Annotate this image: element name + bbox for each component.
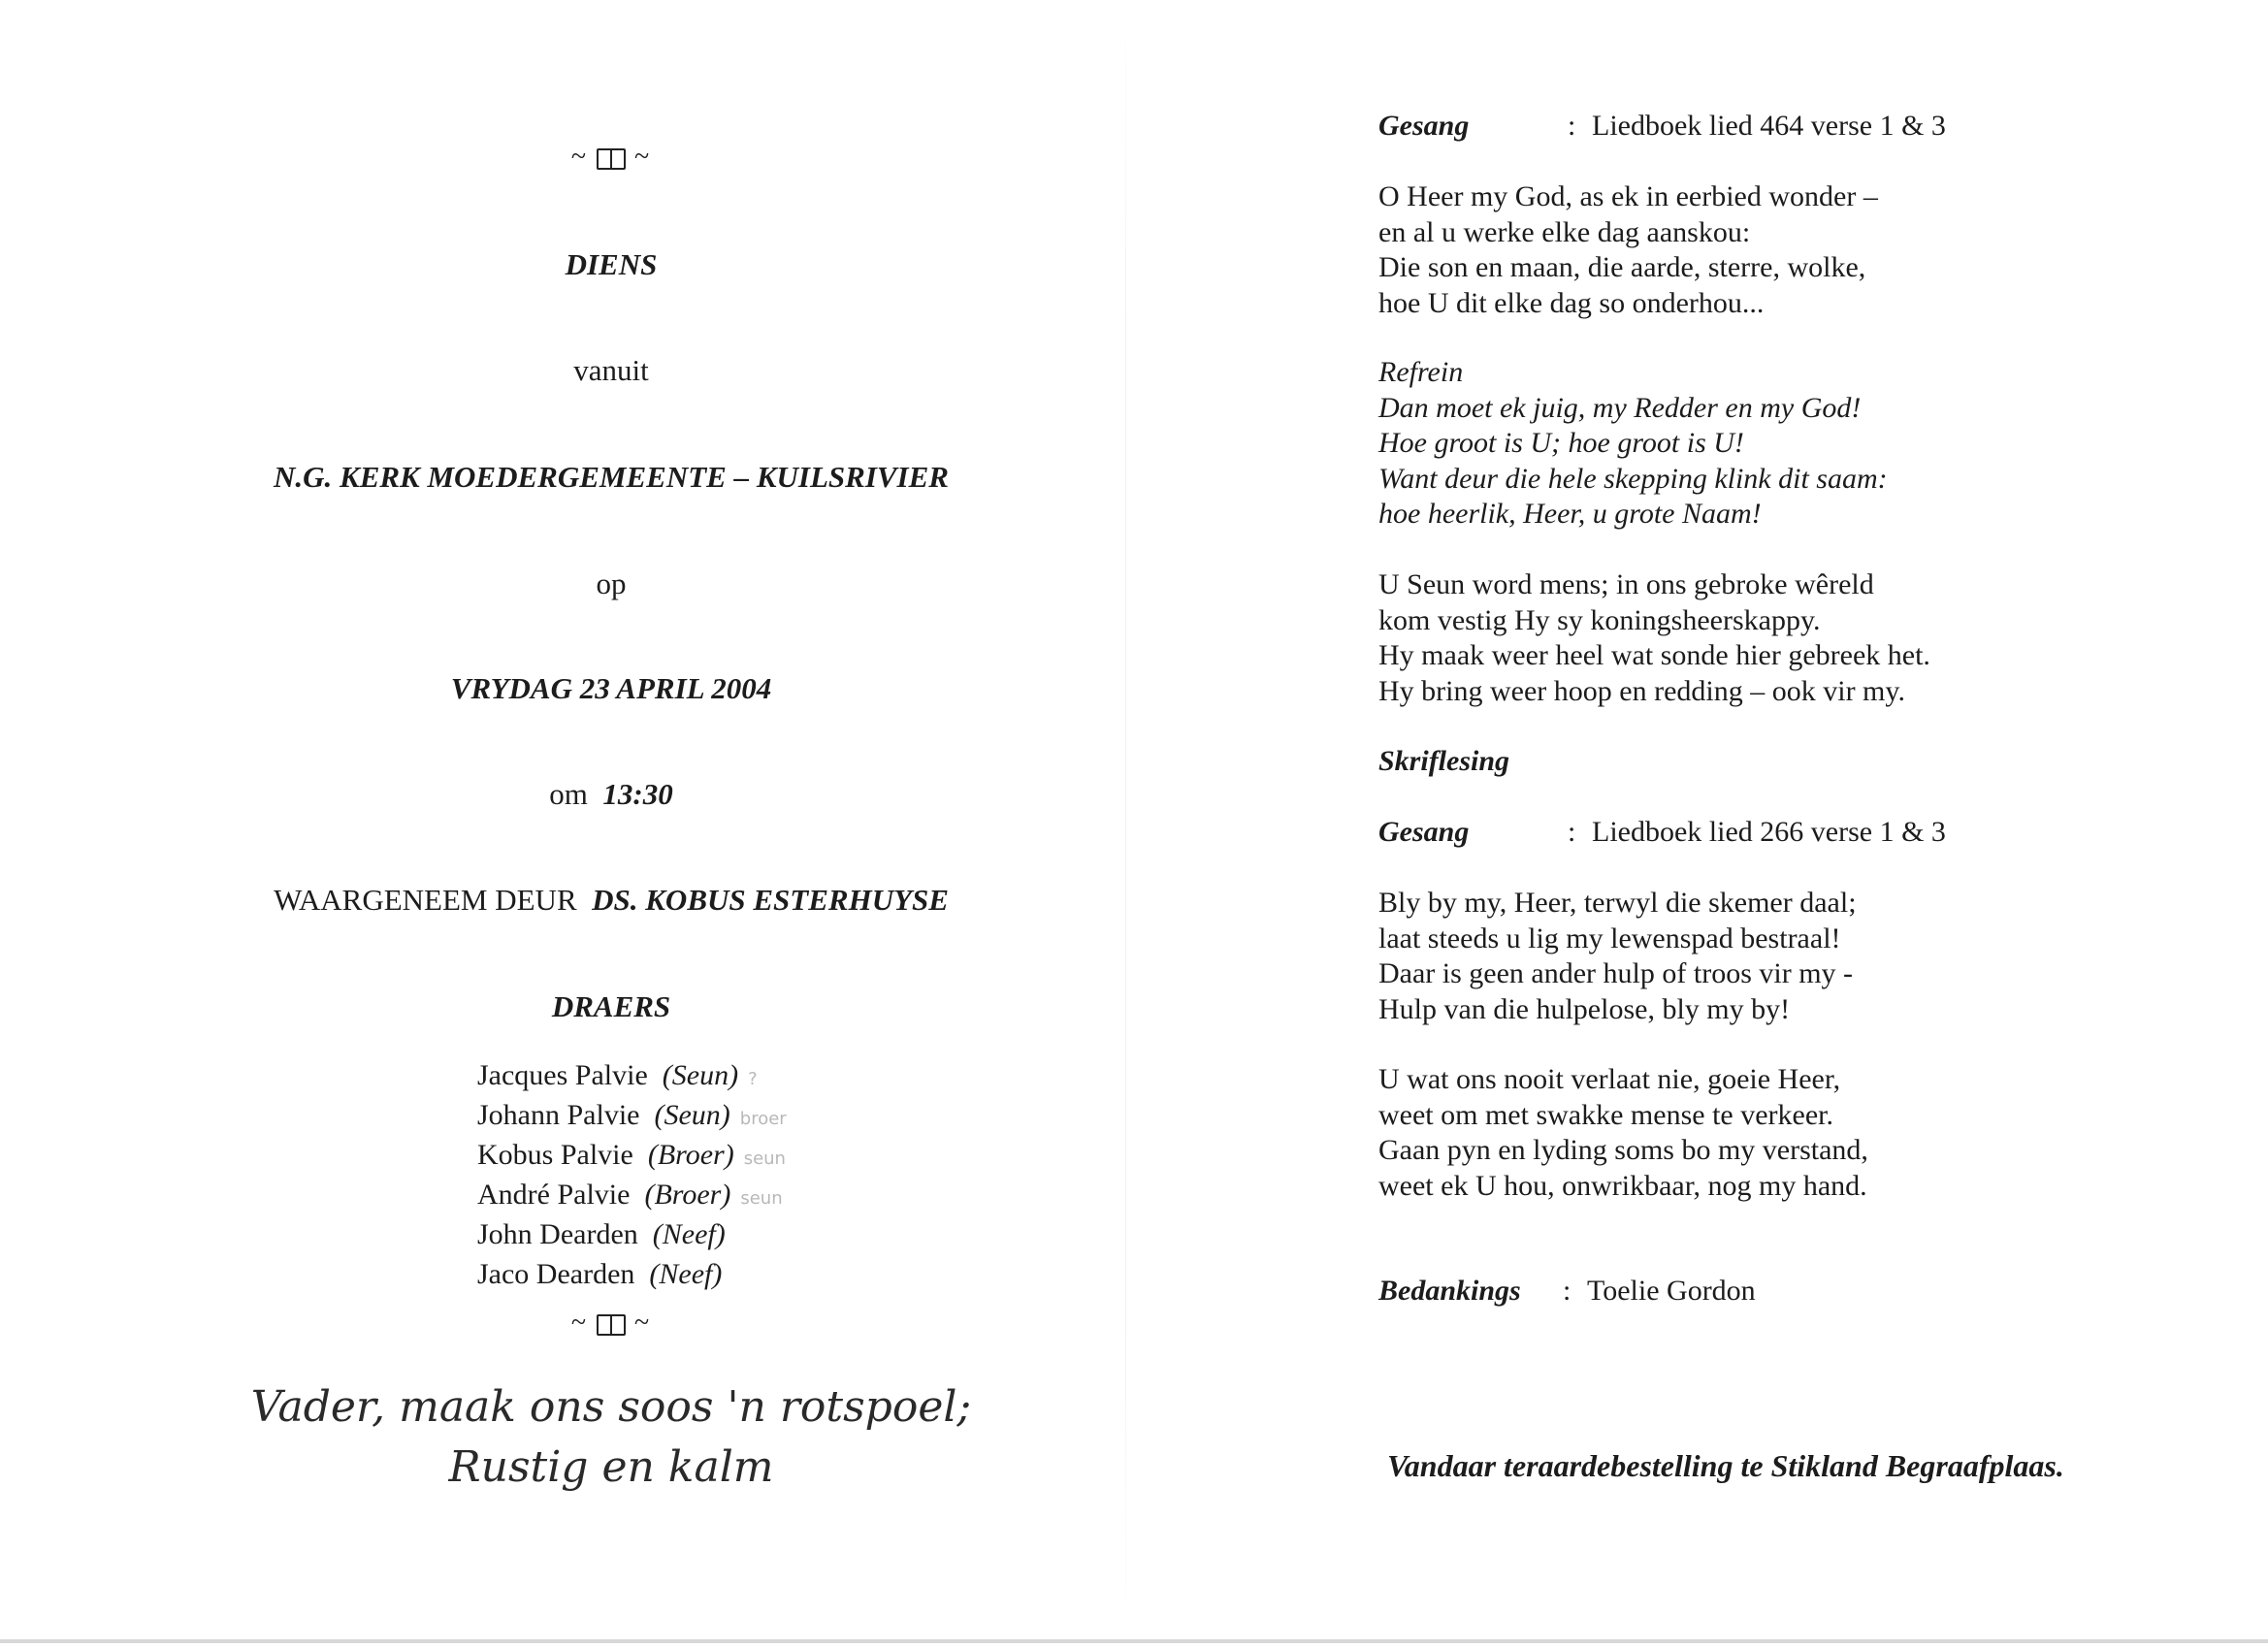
from-text: vanuit xyxy=(573,353,649,387)
bearers-list xyxy=(477,1057,787,1296)
refrain xyxy=(1378,355,1888,533)
minister-name: DS. KOBUS ESTERHUYSE xyxy=(592,883,949,917)
handwritten-note: broer xyxy=(739,1109,787,1129)
motto-line-1: Vader, maak ons soos 'n rotspoel; xyxy=(250,1382,972,1432)
handwritten-note: seun xyxy=(743,1148,786,1169)
lyric-line: U Seun word mens; in ons gebroke wêreld xyxy=(1378,568,1874,600)
motto xyxy=(0,1377,1222,1498)
lyric-line: Dan moet ek juig, my Redder en my God! xyxy=(1378,391,1862,424)
refrain-label: Refrein xyxy=(1378,356,1464,388)
hymn1-heading: Gesang : Liedboek lied 464 verse 1 & 3 xyxy=(1378,110,1946,142)
lyric-line: weet ek U hou, onwrikbaar, nog my hand. xyxy=(1378,1169,1867,1202)
bearer-name: Kobus Palvie xyxy=(477,1139,633,1171)
bearer-relation: (Broer) xyxy=(644,1179,731,1211)
open-book-icon xyxy=(597,148,626,170)
bearer-relation: (Neef) xyxy=(652,1218,726,1250)
bottom-ornament: ~ ~ xyxy=(570,1308,652,1338)
hymn2-reference: Liedboek lied 266 verse 1 & 3 xyxy=(1592,816,1946,848)
lyric-line: kom vestig Hy sy koningsheerskappy. xyxy=(1378,603,1821,636)
bearer-name: Johann Palvie xyxy=(477,1099,640,1131)
service-title: DIENS xyxy=(565,247,658,281)
list-item xyxy=(477,1097,787,1137)
bearer-name: John Dearden xyxy=(477,1218,638,1250)
bearer-relation: (Seun) xyxy=(654,1099,730,1131)
thanks-label: Bedankings xyxy=(1378,1275,1521,1307)
bearer-relation: (Seun) xyxy=(662,1059,739,1091)
lyric-line: Hoe groot is U; hoe groot is U! xyxy=(1378,427,1744,459)
hymn1-verse3 xyxy=(1378,567,1930,709)
bearer-relation: (Neef) xyxy=(649,1258,723,1290)
lyric-line: Hy bring weer hoop en redding – ook vir my. xyxy=(1378,674,1905,707)
bearer-relation: (Broer) xyxy=(647,1139,734,1171)
lyric-line: laat steeds u lig my lewenspad bestraal! xyxy=(1378,922,1841,954)
closing-note: Vandaar teraardebestelling te Stikland Begraafplaas. xyxy=(1387,1448,2064,1483)
page-bottom-edge xyxy=(0,1639,2268,1643)
list-item xyxy=(477,1137,787,1177)
time-line xyxy=(0,776,1222,813)
lyric-line: weet om met swakke mense te verkeer. xyxy=(1378,1098,1833,1131)
bearer-name: Jaco Dearden xyxy=(477,1258,635,1290)
lyric-line: hoe U dit elke dag so onderhou... xyxy=(1378,286,1765,319)
lyric-line: Want deur die hele skepping klink dit saam: xyxy=(1378,462,1888,495)
officiated-prefix: WAARGENEEM DEUR xyxy=(274,883,577,917)
officiant-line xyxy=(0,882,1222,919)
top-ornament: ~ ~ xyxy=(570,142,652,172)
lyric-line: O Heer my God, as ek in eerbied wonder – xyxy=(1378,180,1878,212)
handwritten-note: seun xyxy=(740,1188,783,1209)
bearers-title: DRAERS xyxy=(551,989,671,1023)
lyric-line: Die son en maan, die aarde, sterre, wolke, xyxy=(1378,251,1866,283)
hymn2-heading: Gesang : Liedboek lied 266 verse 1 & 3 xyxy=(1378,816,1946,848)
hymn2-verse3 xyxy=(1378,1062,1868,1204)
hymn1-reference: Liedboek lied 464 verse 1 & 3 xyxy=(1592,110,1946,142)
bearer-name: André Palvie xyxy=(477,1179,631,1211)
list-item xyxy=(477,1256,787,1296)
lyric-line: U wat ons nooit verlaat nie, goeie Heer, xyxy=(1378,1063,1841,1095)
open-book-icon xyxy=(597,1314,626,1336)
church-name: N.G. KERK MOEDERGEMEENTE – KUILSRIVIER xyxy=(274,460,949,494)
lyric-line: Daar is geen ander hulp of troos vir my - xyxy=(1378,957,1854,989)
lyric-line: en al u werke elke dag aanskou: xyxy=(1378,215,1751,248)
at-text: om xyxy=(549,777,588,811)
on-text: op xyxy=(596,566,627,600)
list-item xyxy=(477,1216,787,1256)
hymn2-verse1 xyxy=(1378,886,1857,1027)
hymn2-label: Gesang xyxy=(1378,816,1470,848)
service-date: VRYDAG 23 APRIL 2004 xyxy=(450,671,772,705)
lyric-line: Bly by my, Heer, terwyl die skemer daal; xyxy=(1378,887,1857,919)
list-item xyxy=(477,1057,787,1097)
thanks-line: Bedankings : Toelie Gordon xyxy=(1378,1275,1756,1307)
bearer-name: Jacques Palvie xyxy=(477,1059,648,1091)
handwritten-note: ? xyxy=(748,1069,758,1089)
list-item xyxy=(477,1177,787,1216)
reading-label: Skriflesing xyxy=(1378,745,1510,777)
hymn1-verse1 xyxy=(1378,179,1878,321)
lyric-line: Hy maak weer heel wat sonde hier gebreek het. xyxy=(1378,639,1930,671)
hymn1-label: Gesang xyxy=(1378,110,1470,142)
lyric-line: hoe heerlik, Heer, u grote Naam! xyxy=(1378,498,1762,530)
lyric-line: Hulp van die hulpelose, bly my by! xyxy=(1378,992,1791,1025)
motto-line-2: Rustig en kalm xyxy=(448,1442,774,1492)
service-time: 13:30 xyxy=(602,777,673,811)
thanks-name: Toelie Gordon xyxy=(1587,1275,1756,1307)
lyric-line: Gaan pyn en lyding soms bo my verstand, xyxy=(1378,1134,1868,1166)
